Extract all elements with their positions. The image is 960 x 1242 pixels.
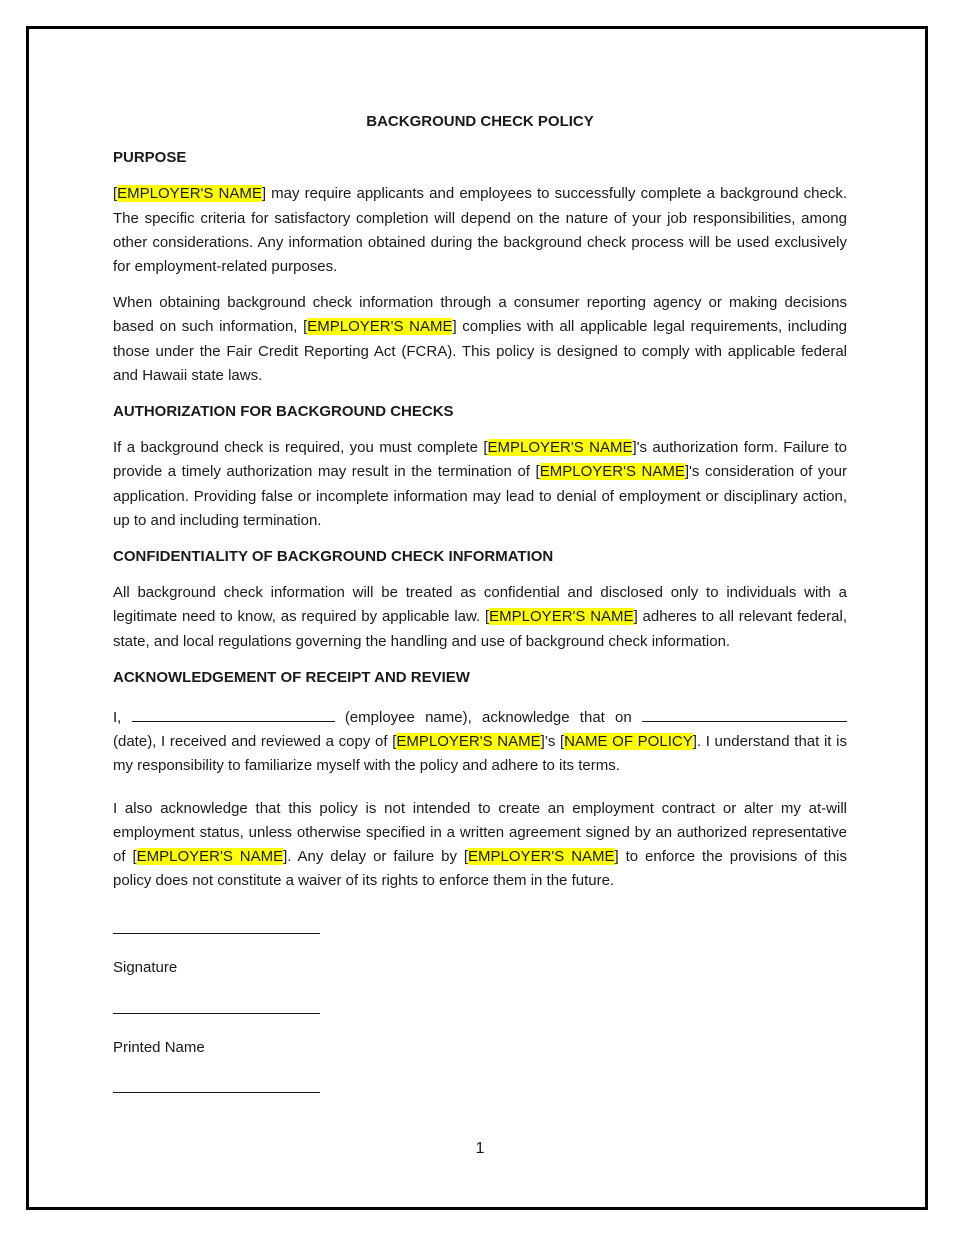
- purpose-text: When obtaining background check information through a consumer reporting agency or making decisions based on such information,: [113, 294, 847, 336]
- document-body: [113, 110, 847, 1093]
- confidentiality-heading: CONFIDENTIALITY OF BACKGROUND CHECK INFORMATION: [113, 548, 554, 566]
- authorization-paragraph: If a background check is required, you must complete [EMPLOYER'S NAME]'s authorization form. Failure to provide a timely authorization may result in the termination of [EMPLOYER'S NAME]'s consideration of your application. Providing false or incomplete information may lead to denial of employment or disciplinary action, up to and including termination.: [113, 439, 848, 529]
- authorization-text: If a background check is required, you must complete: [113, 439, 484, 457]
- employee-name-blank[interactable]: [132, 706, 335, 722]
- employer-name-placeholder: EMPLOYER'S NAME: [307, 318, 453, 336]
- employer-name-placeholder: EMPLOYER'S NAME: [487, 439, 633, 457]
- acknowledgement-text: ’s: [544, 733, 560, 751]
- printed-name-line[interactable]: [113, 997, 320, 1014]
- employer-name-placeholder: EMPLOYER'S NAME: [396, 733, 541, 751]
- acknowledgement-text: I also acknowledge that this policy is not intended to create an employment contract or alter my at-will employment status, unless otherwise specified in a written agreement signed by an authorized representative of: [113, 799, 847, 866]
- employer-name-placeholder: EMPLOYER'S NAME: [468, 848, 615, 866]
- employer-name-placeholder: EMPLOYER'S NAME: [539, 463, 685, 481]
- purpose-heading: PURPOSE: [113, 149, 187, 167]
- acknowledgement-paragraph-1: I, (employee name), acknowledge that on (date), I received and reviewed a copy of [EMPLOYER'S NAME]’s [NAME OF POLICY]. I understand that it is my responsibility to familiarize myself with the policy and adhere to its terms.: [113, 706, 847, 779]
- purpose-paragraph-1: [EMPLOYER'S NAME] may require applicants and employees to successfully complete a background check. The specific criteria for satisfactory completion will depend on the nature of your job responsibilities, among other considerations. Any information obtained during the background check process will be used exclusively for employment-related purposes.: [113, 185, 847, 276]
- purpose-paragraph-2: When obtaining background check information through a consumer reporting agency or making decisions based on such information, [EMPLOYER'S NAME] complies with all applicable legal requirements, including those under the Fair Credit Reporting Act (FCRA). This policy is designed to comply with applicable federal and Hawaii state laws.: [113, 294, 847, 384]
- signature-label: Signature: [113, 959, 178, 977]
- authorization-text: 's authorization form. Failure to provide a timely authorization may result in the termination of: [113, 439, 847, 481]
- authorization-text: 's consideration of your application. Providing false or incomplete information may lead to denial of employment or disciplinary action, up to and including termination.: [113, 463, 848, 529]
- acknowledgement-text: . Any delay or failure by: [287, 848, 464, 866]
- purpose-text: complies with all applicable legal requirements, including those under the Fair Credit Reporting Act (FCRA). This policy is designed to comply with applicable federal and Hawaii state laws.: [113, 318, 847, 384]
- signature-line[interactable]: [113, 917, 320, 934]
- page-number: 1: [475, 1140, 485, 1157]
- authorization-heading: AUTHORIZATION FOR BACKGROUND CHECKS: [113, 403, 454, 421]
- employer-name-placeholder: EMPLOYER'S NAME: [136, 848, 284, 866]
- acknowledgement-paragraph-2: I also acknowledge that this policy is not intended to create an employment contract or alter my at-will employment status, unless otherwise specified in a written agreement signed by an authorized representative of [EMPLOYER'S NAME]. Any delay or failure by [EMPLOYER'S NAME] to enforce the provisions of this policy does not constitute a waiver of its rights to enforce them in the future.: [113, 799, 847, 890]
- date-blank[interactable]: [642, 706, 847, 722]
- acknowledgement-text: . I understand that it is my responsibility to familiarize myself with the policy and adhere to its terms.: [113, 733, 847, 775]
- acknowledgement-heading: ACKNOWLEDGEMENT OF RECEIPT AND REVIEW: [113, 668, 470, 686]
- date-signature-line[interactable]: [113, 1076, 320, 1093]
- printed-name-label: Printed Name: [113, 1038, 205, 1056]
- confidentiality-text: All background check information will be treated as confidential and disclosed only to individuals with a legitimate need to know, as required by applicable law.: [113, 584, 847, 626]
- acknowledgement-text: to enforce the provisions of this policy does not constitute a waiver of its rights to enforce them in the future.: [113, 848, 847, 890]
- acknowledgement-text: I,: [113, 709, 132, 727]
- employer-name-placeholder: EMPLOYER'S NAME: [489, 608, 634, 626]
- acknowledgement-text: (employee name), acknowledge that on: [334, 709, 642, 727]
- employer-name-placeholder: EMPLOYER'S NAME: [117, 185, 262, 203]
- acknowledgement-text: (date), I received and reviewed a copy of: [113, 733, 393, 751]
- confidentiality-text: adheres to all relevant federal, state, and local regulations governing the handling and use of background check information.: [113, 608, 847, 650]
- purpose-text: may require applicants and employees to successfully complete a background check. The specific criteria for satisfactory completion will depend on the nature of your job responsibilities, among other considerations. Any information obtained during the background check process will be used exclusively for employment-related purposes.: [113, 185, 847, 276]
- document-title: BACKGROUND CHECK POLICY: [366, 113, 594, 130]
- policy-name-placeholder: NAME OF POLICY: [564, 733, 693, 751]
- confidentiality-paragraph: All background check information will be treated as confidential and disclosed only to individuals with a legitimate need to know, as required by applicable law. [EMPLOYER'S NAME] adheres to all relevant federal, state, and local regulations governing the handling and use of background check information.: [113, 584, 847, 650]
